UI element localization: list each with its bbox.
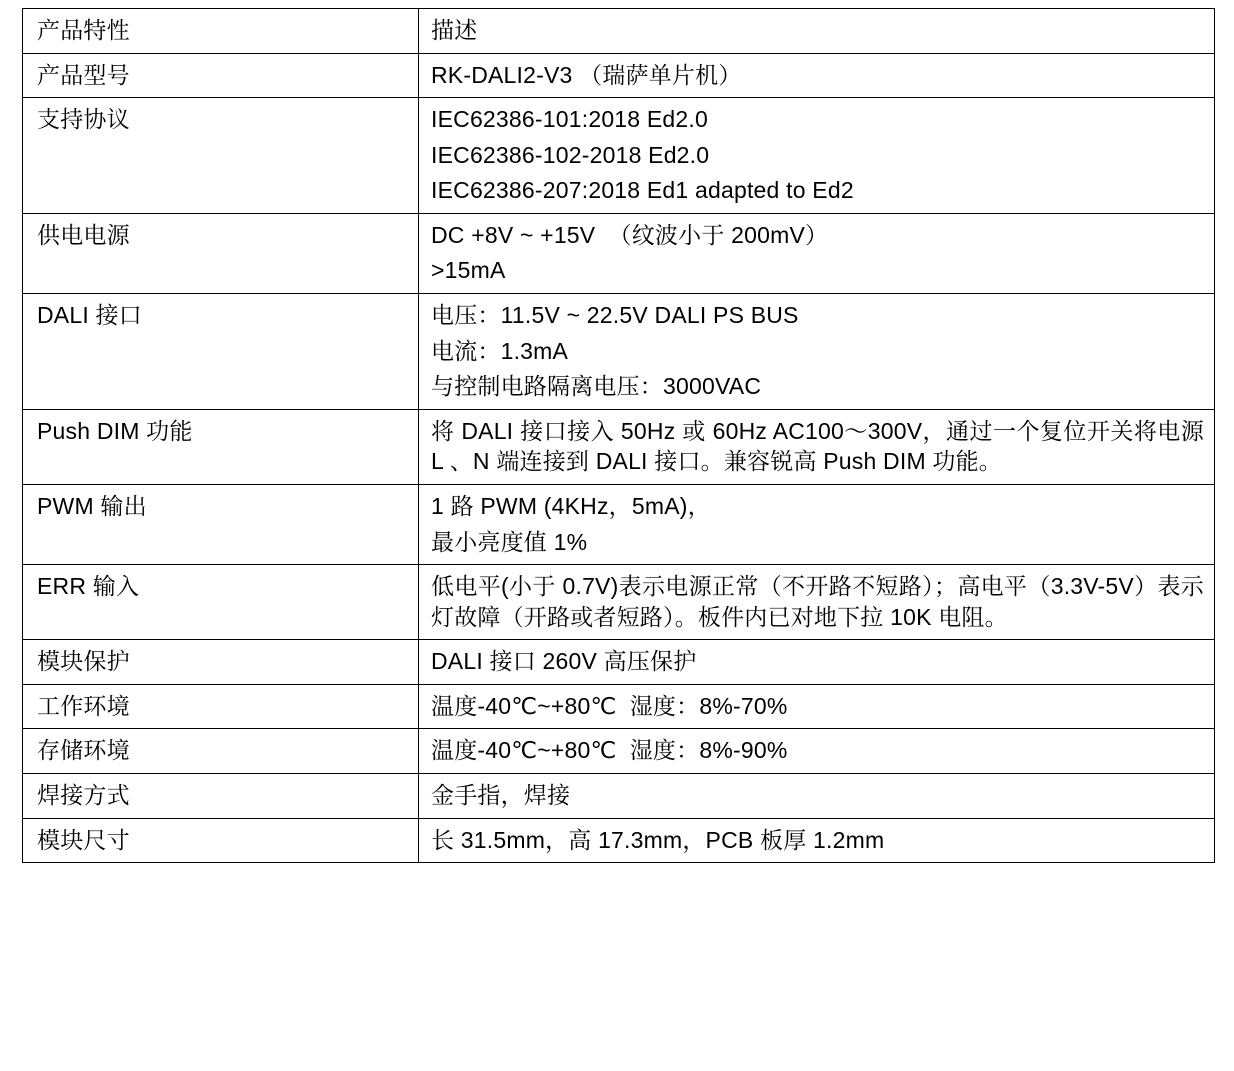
row-value-line: 长 31.5mm，高 17.3mm，PCB 板厚 1.2mm [431,826,885,853]
row-label: 模块保护 [23,640,419,685]
column-header-feature: 产品特性 [23,9,419,54]
row-value-line: DC +8V ~ +15V （纹波小于 200mV） [431,221,829,248]
row-value-line: 电压：11.5V ~ 22.5V DALI PS BUS [431,302,799,329]
row-label: 供电电源 [23,213,419,293]
row-value [419,484,1215,564]
row-label: 模块尺寸 [23,818,419,863]
table-row [23,409,1215,484]
product-spec-table [22,8,1215,863]
row-value-line: 1 路 PWM (4KHz，5mA)， [431,492,711,519]
row-value [419,98,1215,214]
table-row [23,294,1215,410]
row-label: 工作环境 [23,684,419,729]
row-value-line: IEC62386-101:2018 Ed2.0 [431,106,708,133]
row-value [419,773,1215,818]
row-value-line: 与控制电路隔离电压：3000VAC [431,373,762,400]
row-value-line: 电流：1.3mA [431,337,569,364]
row-value-line: 温度-40℃~+80℃ 湿度：8%-70% [431,692,788,719]
row-value-line: 金手指，焊接 [431,781,571,808]
row-label: 产品型号 [23,53,419,98]
row-label: 存储环境 [23,729,419,774]
table-row [23,729,1215,774]
row-value [419,294,1215,410]
row-value-line: RK-DALI2-V3 （瑞萨单片机） [431,61,742,88]
table-row [23,213,1215,293]
row-label: 支持协议 [23,98,419,214]
row-value-line: 低电平(小于 0.7V)表示电源正常（不开路不短路）；高电平（3.3V-5V）表示灯故障（开路或者短路）。板件内已对地下拉 10K 电阻。 [431,573,1204,630]
row-value-line: DALI 接口 260V 高压保护 [431,648,697,675]
row-value-line: 最小亮度值 1% [431,528,588,555]
row-label: DALI 接口 [23,294,419,410]
row-value [419,213,1215,293]
row-value-line: 将 DALI 接口接入 50Hz 或 60Hz AC100～300V，通过一个复位开关将电源 L 、N 端连接到 DALI 接口。兼容锐高 Push DIM 功能。 [431,417,1211,475]
row-value [419,409,1215,484]
row-value-line: >15mA [431,257,506,284]
row-label: Push DIM 功能 [23,409,419,484]
table-header-row [23,9,1215,54]
table-row [23,640,1215,685]
row-value [419,565,1215,640]
table-row [23,684,1215,729]
row-label: 焊接方式 [23,773,419,818]
table-row [23,773,1215,818]
row-value [419,53,1215,98]
row-value-line: 温度-40℃~+80℃ 湿度：8%-90% [431,737,788,764]
table-row [23,818,1215,863]
table-row [23,484,1215,564]
row-value-line: IEC62386-207:2018 Ed1 adapted to Ed2 [431,177,854,204]
row-value [419,729,1215,774]
column-header-description: 描述 [419,9,1215,54]
table-row [23,98,1215,214]
row-value [419,684,1215,729]
row-value [419,640,1215,685]
table-row [23,565,1215,640]
table-body [23,9,1215,863]
row-label: ERR 输入 [23,565,419,640]
row-label: PWM 输出 [23,484,419,564]
table-row [23,53,1215,98]
row-value [419,818,1215,863]
row-value-line: IEC62386-102-2018 Ed2.0 [431,141,710,168]
